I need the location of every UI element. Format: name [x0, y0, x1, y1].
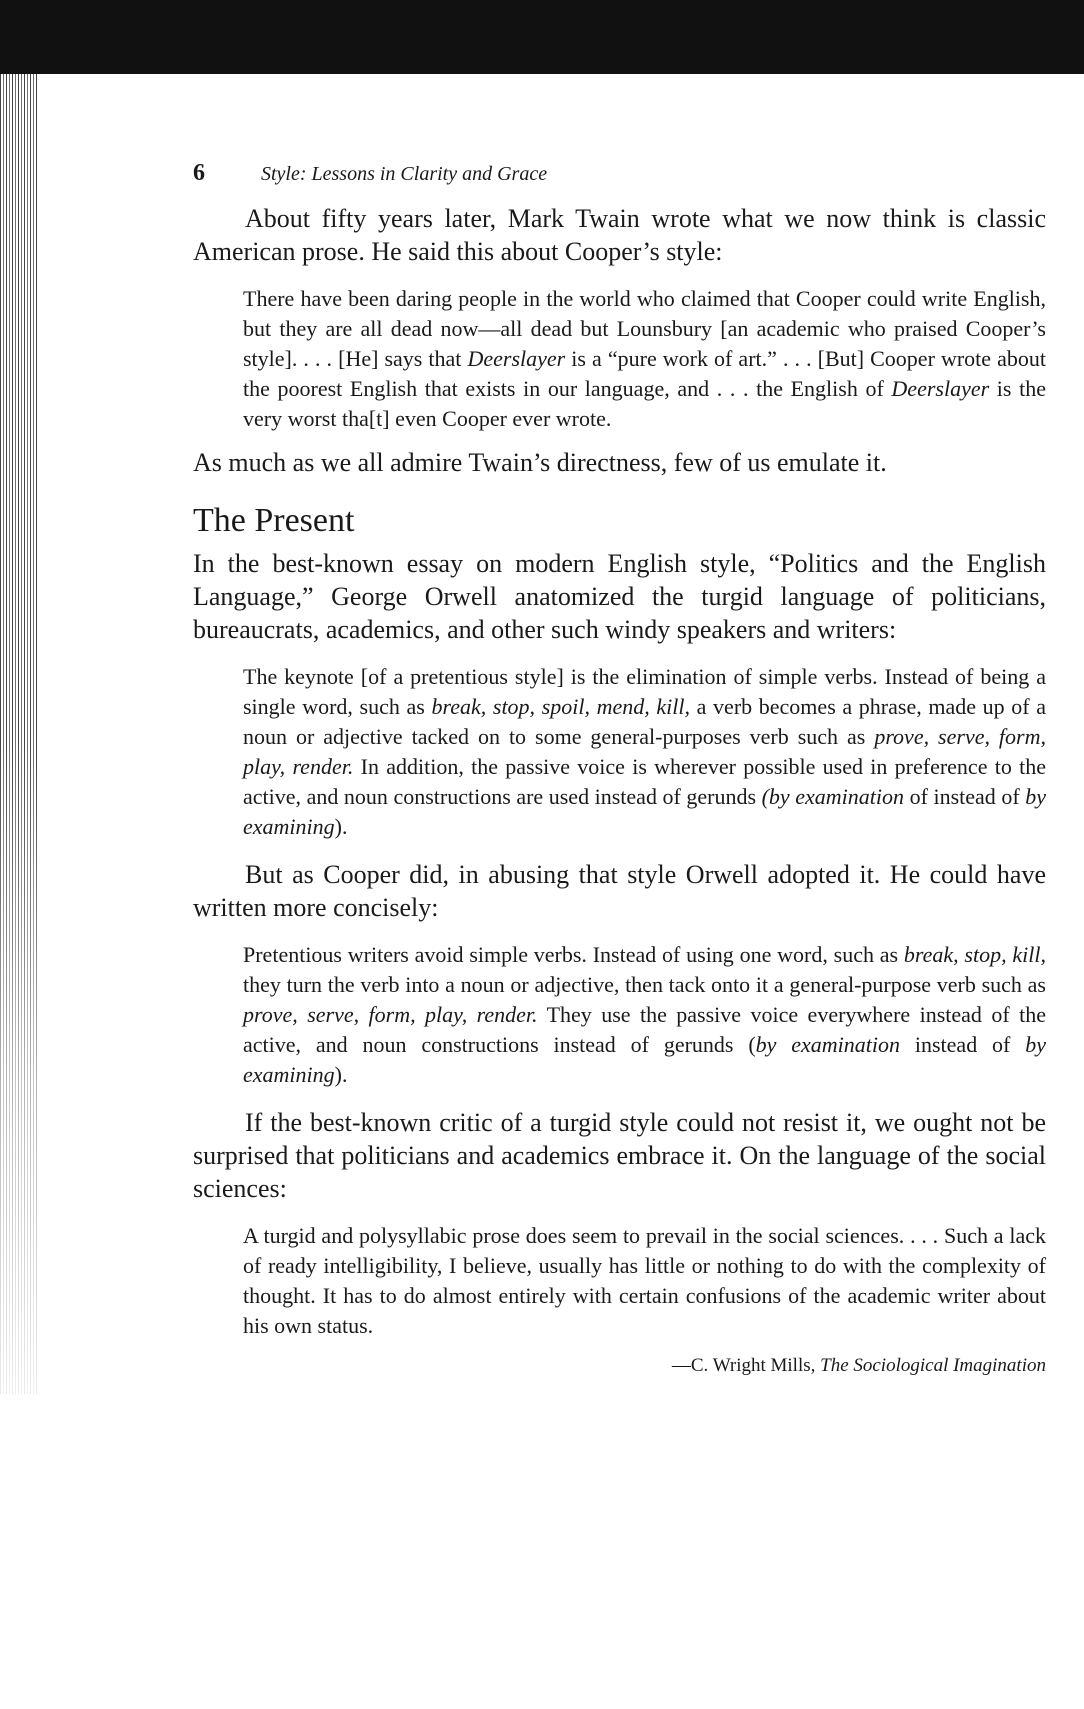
paragraph-orwell-adopted: But as Cooper did, in abusing that style Orwell adopted it. He could have written more concisely: — [193, 860, 1046, 922]
paragraph-twain-directness: As much as we all admire Twain’s directness, few of us emulate it. — [193, 448, 887, 477]
paragraph-orwell-intro: In the best-known essay on modern English style, “Politics and the English Language,” George Orwell anatomized the turgid language of politicians, bureaucrats, academics, and other such windy speakers and writers: — [193, 549, 1046, 644]
book-page — [193, 160, 1046, 1377]
scan-binding-fade — [0, 740, 40, 1440]
paragraph-twain-intro: About fifty years later, Mark Twain wrote what we now think is classic American prose. He said this about Cooper’s style: — [193, 204, 1046, 266]
block-quote-mills: A turgid and polysyllabic prose does seem to prevail in the social sciences. . . . Such a lack of ready intelligibility, I believe, usually has little or nothing to do with the complexity of thought. It has to do almost entirely with certain confusions of the academic writer about his own status. — [243, 1223, 1046, 1338]
scan-top-border — [0, 0, 1084, 74]
running-title: Style: Lessons in Clarity and Grace — [261, 163, 548, 185]
block-quote-orwell: The keynote [of a pretentious style] is the elimination of simple verbs. Instead of being a single word, such as break, stop, spoil, mend, kill, a verb becomes a phrase, made up of a noun or adjective tacked on to some general-purposes verb such as prove, serve, form, play, render. In addition, the passive voice is wherever possible used in preference to the active, and noun constructions are used instead of gerunds (by examination of instead of by examining). — [243, 664, 1047, 839]
paragraph-social-sciences: If the best-known critic of a turgid style could not resist it, we ought not be surprised that politicians and academics embrace it. On the language of the social sciences: — [193, 1108, 1046, 1203]
page-number: 6 — [193, 160, 205, 186]
quote-attribution: —C. Wright Mills, The Sociological Imagination — [671, 1355, 1046, 1376]
block-quote-twain: There have been daring people in the world who claimed that Cooper could write English, but they are all dead now—all dead but Lounsbury [an academic who praised Cooper’s style]. . . . [He] says that Deerslayer is a “pure work of art.” . . . [But] Cooper wrote about the poorest English that exists in our language, and . . . the English of Deerslayer is the very worst tha[t] even Cooper ever wrote. — [243, 286, 1046, 431]
running-header — [193, 160, 1046, 190]
block-quote-revision: Pretentious writers avoid simple verbs. Instead of using one word, such as break, stop, kill, they turn the verb into a noun or adjective, then tack onto it a general-purpose verb such as prove, serve, form, play, render. They use the passive voice everywhere instead of the active, and noun constructions instead of gerunds (by examination instead of by examining). — [243, 942, 1046, 1087]
section-heading: The Present — [193, 502, 355, 539]
